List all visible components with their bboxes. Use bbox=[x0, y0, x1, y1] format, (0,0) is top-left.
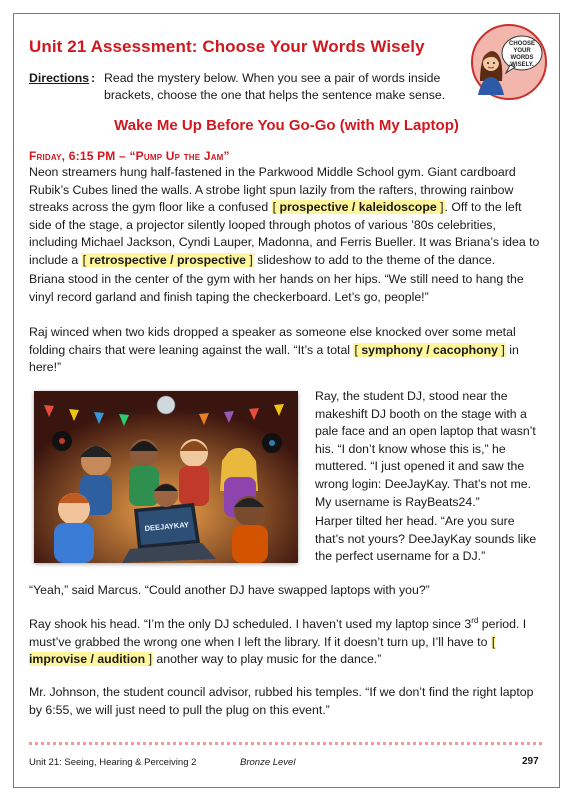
page-title: Unit 21 Assessment: Choose Your Words Wisely bbox=[29, 37, 425, 56]
paragraph-8: Mr. Johnson, the student council advisor, rubbed his temples. “If we don’t find the right laptop by 6:55, we will just need to pull the plug on this event.” bbox=[29, 685, 534, 717]
students-around-laptop-image bbox=[34, 391, 298, 563]
logo-word-2: YOUR bbox=[513, 48, 531, 54]
story-illustration bbox=[34, 391, 298, 563]
footer-unit-label: Unit 21: Seeing, Hearing & Perceiving 2 bbox=[29, 757, 197, 768]
word-choice-1[interactable]: [ prospective / kaleidoscope ] bbox=[272, 200, 444, 215]
laptop-screen-label: DEEJAYKAY bbox=[144, 520, 190, 533]
logo-word-1: CHOOSE bbox=[508, 41, 536, 47]
page-number: 297 bbox=[522, 756, 539, 767]
paragraph-3: Raj winced when two kids dropped a speaker as someone else knocked over some metal folding chairs that were leaning against the wall. “It’s a total [ symphony / cacophony ] in here!” bbox=[29, 325, 519, 375]
directions-colon: : bbox=[91, 71, 96, 85]
logo-word-3: WORDS bbox=[510, 55, 534, 61]
directions-text: Read the mystery below. When you see a pair of words inside brackets, choose the one that helps the sentence make sense. bbox=[104, 71, 446, 102]
story-title: Wake Me Up Before You Go-Go (with My Laptop) bbox=[114, 117, 459, 134]
section-heading: Friday, 6:15 PM – “Pump Up the Jam” bbox=[29, 149, 230, 163]
word-choice-3[interactable]: [ symphony / cacophony ] bbox=[354, 342, 505, 357]
paragraph-7: Ray shook his head. “I’m the only DJ scheduled. I haven’t used my laptop since 3rd period. I must’ve grabbed the wrong one when I left the library. If it doesn’t turn up, I’ll have to [ improvise / audition ] another way to play music for the dance.” bbox=[29, 615, 527, 667]
word-choice-4[interactable]: [ improvise / audition ] bbox=[29, 634, 496, 667]
logo-word-4: WISELY. bbox=[510, 62, 534, 68]
paragraph-4: Ray, the student DJ, stood near the makeshift DJ booth on the stage with a pale face and an open laptop that wasn’t his. “I don’t know whose this is,” he muttered. “I just opened it and saw the wrong login: DeeJayKay. That’s not me. My username is RayBeats24.” bbox=[315, 389, 536, 509]
paragraph-6: “Yeah,” said Marcus. “Could another DJ have swapped laptops with you?” bbox=[29, 583, 430, 597]
footer-level-label: Bronze Level bbox=[240, 757, 296, 768]
paragraph-5: Harper tilted her head. “Are you sure that’s not yours? DeeJayKay sounds like the perfect username for a DJ.” bbox=[315, 514, 537, 564]
footer-divider bbox=[29, 742, 542, 745]
paragraph-1: Neon streamers hung half-fastened in the Parkwood Middle School gym. Giant cardboard Rubik’s Cubes lined the walls. A strobe light spun lazily from the rafters, throwing rainbow streaks across the gym floor like a confused [ prospective / kaleidoscope ]. Off to the left side of the stage, a projector silently looped through photos of various ’80s celebrities, including Michael Jackson, Cyndi Lauper, Madonna, and Ferris Bueller. It was Briana’s idea to include a [ retrospective / prospective ] slideshow to add to the theme of the dance. bbox=[29, 165, 540, 267]
paragraph-2: Briana stood in the center of the gym with her hands on her hips. “We still need to hang the vinyl record garland and finish taping the checkerboard. Let’s go, people!” bbox=[29, 272, 524, 304]
directions-label: Directions bbox=[29, 71, 90, 85]
word-choice-2[interactable]: [ retrospective / prospective ] bbox=[82, 252, 253, 267]
